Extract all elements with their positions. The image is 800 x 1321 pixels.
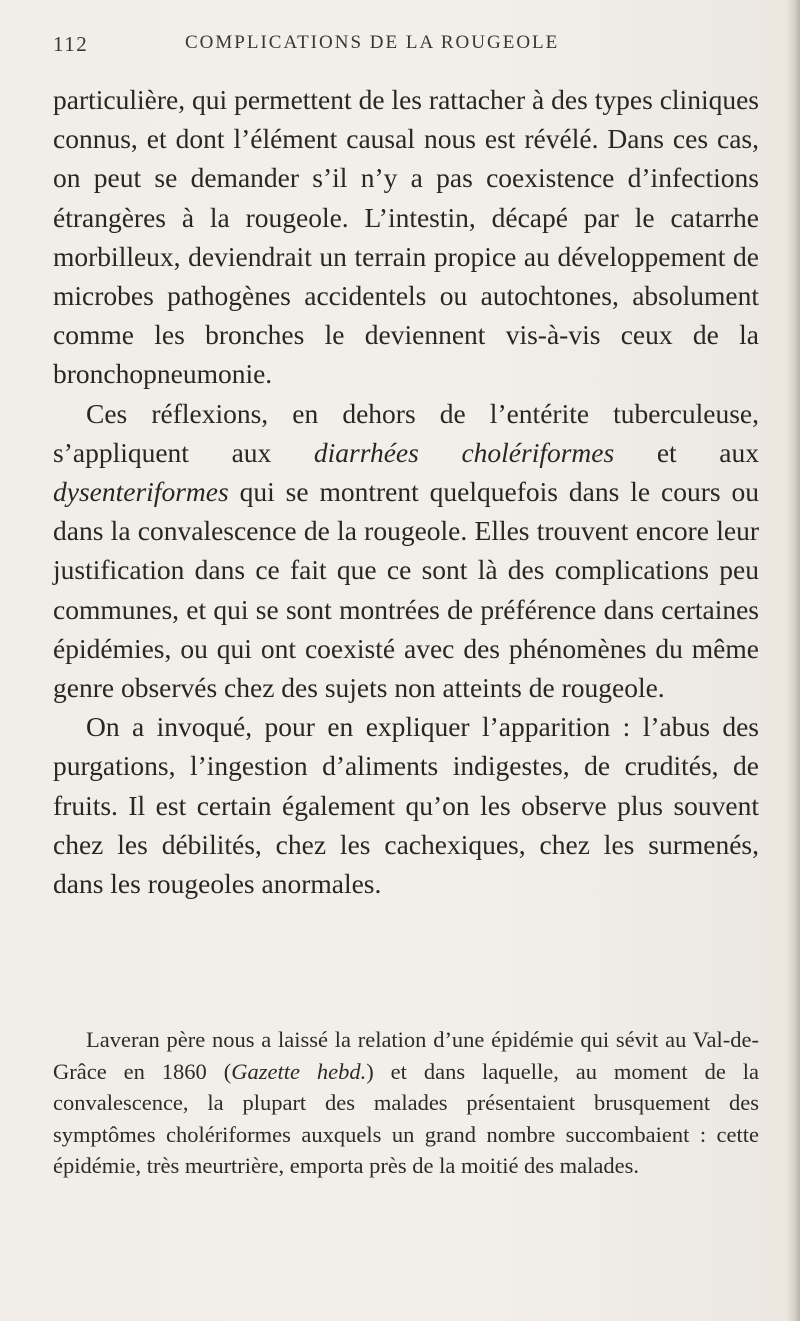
note-part-a: Laveran père nous a laissé la relation d’une épidémie qui sévit au Val-de-Grâce en 1860 ( (53, 1027, 759, 1084)
small-print-note (53, 1024, 759, 1182)
paragraph-2-part-a: Ces réflexions, en dehors de l’entérite tuberculeuse, s’appliquent aux (53, 397, 759, 468)
running-title: COMPLICATIONS DE LA ROUGEOLE (185, 32, 560, 53)
term-dysenteriformes: dysenteriformes (53, 476, 229, 508)
page-number: 112 (53, 32, 89, 56)
paragraph-2 (53, 394, 759, 708)
paragraph-2-part-c: qui se montrent quelquefois dans le cours ou dans la convalescence de la rougeole. Elles trouvent encore leur justification dans ce fait que ce sont là des complications peu communes, et qui se sont montrées de préférence dans certaines épidémies, ou qui ont coexisté avec des phénomènes du même genre observés chez des sujets non atteints de rougeole. (53, 476, 759, 704)
main-text (53, 80, 759, 903)
running-head (53, 30, 753, 64)
term-diarrhees-choleriformes: diarrhées cholériformes (313, 436, 615, 468)
paragraph-1: particulière, qui permettent de les rattacher à des types cliniques connus, et dont l’élément causal nous est révélé. Dans ces cas, on peut se demander s’il n’y a pas coexistence d’infections étrangères à la rougeole. L’intestin, décapé par le catarrhe morbilleux, deviendrait un terrain propice au développement de microbes pathogènes accidentels ou autochtones, absolument comme les bronches le deviennent vis-à-vis ceux de la bronchopneumonie. (53, 84, 759, 390)
note-paragraph (53, 1024, 759, 1182)
paragraph-3: On a invoqué, pour en expliquer l’apparition : l’abus des purgations, l’ingestion d’aliments indigestes, de crudités, de fruits. Il est certain également qu’on les observe plus souvent chez les débilités, chez les cachexiques, chez les surmenés, dans les rougeoles anormales. (53, 711, 759, 900)
note-part-b: ) et dans laquelle, au moment de la convalescence, la plupart des malades présentaient brusquement des symptômes cholériformes auxquels un grand nombre succombaient : cette épidémie, très meurtrière, emporta près de la moitié des malades. (53, 1058, 760, 1178)
page-edge-shadow (786, 0, 800, 1321)
citation-gazette-hebd: Gazette hebd. (231, 1058, 367, 1084)
paragraph-2-part-b: et aux (614, 436, 759, 468)
